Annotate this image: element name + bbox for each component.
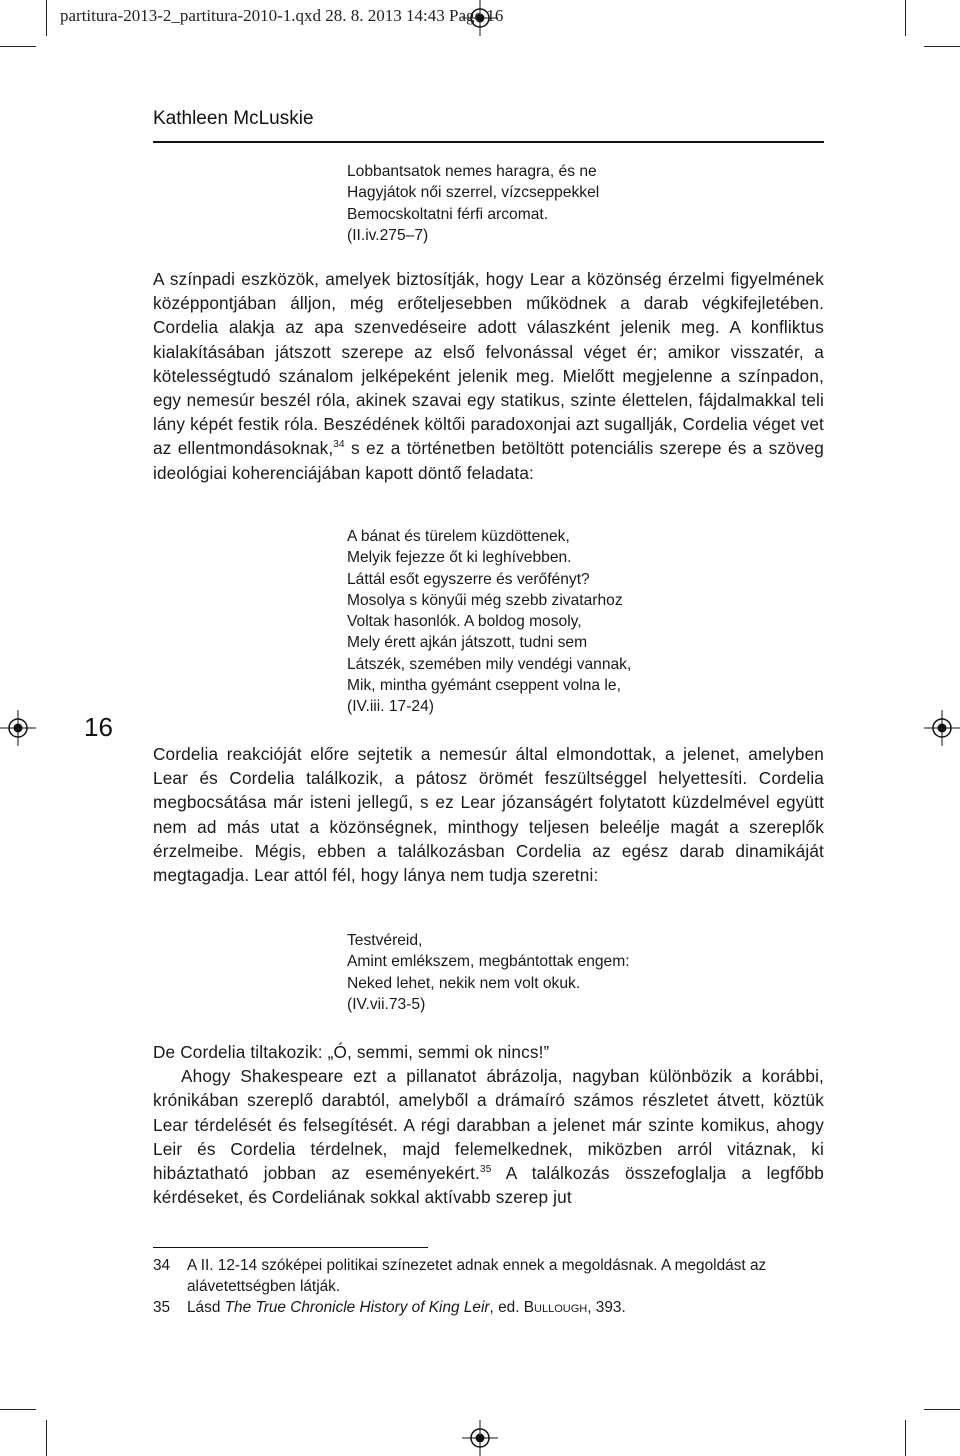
footnote-text: A II. 12-14 szóképei politikai színezetet adnak ennek a megoldásnak. A megoldást az alávetettségben látják. (187, 1257, 767, 1295)
registration-mark-icon (0, 710, 36, 746)
verse-line: Mosolya s könyűi még szebb zivatarhoz (347, 591, 623, 609)
header-divider (153, 141, 824, 143)
footnote-author: Bullough (523, 1299, 588, 1316)
footnote-ref-35[interactable]: 35 (479, 1164, 492, 1176)
crop-mark (0, 1409, 36, 1410)
verse-reference: (IV.iii. 17-24) (347, 698, 434, 716)
paragraph-text: A találkozás összefoglalja a legfőbb kérdéseket, és Cordeliának sokkal aktívabb szerep jut (153, 1163, 825, 1208)
paragraph-text: s ez a történetben betöltött potenciális szerepe és a szöveg ideológiai koherenciájában kapott döntő feladata: (153, 438, 824, 483)
verse-line: Látszék, szemében mily vendégi vannak, (347, 655, 632, 673)
paragraph-text: Ahogy Shakespeare ezt a pillanatot ábrázolja, nagyban különbözik a korábbi, krónikában szereplő darabtól, amelyből a drámaíró számos részletet átvett, köztük Lear térdelését és felsegítését. A régi darabban a jelenet már szinte komikus, ahogy Leir és Cordelia térdelnek, majd felemelkednek, miközben arról vitáznak, ki hibáztatható jobban az eseményekért. (153, 1066, 824, 1184)
verse-line: Hagyjátok női szerrel, vízcseppekkel (347, 184, 600, 202)
footnote-divider (153, 1247, 428, 1248)
footnote-35 (153, 1297, 824, 1318)
crop-mark (924, 1409, 960, 1410)
verse-reference: (IV.vii.73-5) (347, 995, 426, 1013)
crop-mark (905, 1420, 906, 1456)
verse-line: Mik, mintha gyémánt cseppent volna le, (347, 677, 621, 695)
verse-line: Amint emlékszem, megbántottak engem: (347, 953, 630, 971)
crop-mark (46, 1420, 47, 1456)
verse-quote-3 (347, 930, 630, 1015)
crop-mark (905, 0, 906, 36)
running-header: Kathleen McLuskie (153, 108, 314, 129)
footnote-title: The True Chronicle History of King Leir (224, 1299, 490, 1316)
body-paragraph-2 (153, 742, 824, 887)
verse-line: Voltak hasonlók. A boldog mosoly, (347, 613, 582, 631)
verse-quote-1 (347, 161, 599, 246)
paragraph-text: De Cordelia tiltakozik: „Ó, semmi, semmi ok nincs!” (153, 1042, 550, 1062)
registration-mark-icon (924, 710, 960, 746)
verse-line: Testvéreid, (347, 932, 423, 949)
crop-mark (0, 46, 36, 47)
verse-reference: (II.iv.275–7) (347, 226, 429, 244)
footnote-number: 35 (153, 1299, 171, 1316)
verse-line: Lobbantsatok nemes haragra, és ne (347, 163, 597, 180)
body-paragraph-3 (153, 1040, 824, 1209)
verse-line: Melyik fejezze őt ki leghívebben. (347, 549, 572, 567)
crop-mark (924, 46, 960, 47)
paragraph-text: Cordelia reakcióját előre sejtetik a nemesúr által elmondottak, a jelenet, amelyben Lear és Cordelia találkozik, a pátosz örömét feszültséggel helyettesíti. Cordelia megbocsátása már isteni jellegű, s ez Lear józanságért folytatott küzdelmével együtt nem ad más utat a közönségnek, minthogy teljesen beleélje magát a szereplők érzelmeibe. Mégis, ebben a találkozásban Cordelia az egész darab dinamikáját megtagadja. Lear attól fél, hogy lánya nem tudja szeretni: (153, 744, 824, 886)
verse-line: Neked lehet, nekik nem volt okuk. (347, 974, 581, 992)
page-number: 16 (84, 712, 113, 742)
footnote-text-part: Lásd (187, 1299, 225, 1316)
verse-line: Láttál esőt egyszerre és verőfényt? (347, 570, 590, 588)
footnotes (153, 1255, 824, 1318)
footnote-text-part: , 393. (587, 1299, 626, 1316)
footnote-ref-34[interactable]: 34 (333, 439, 345, 451)
body-paragraph-1 (153, 267, 824, 485)
registration-mark-icon (462, 1420, 498, 1456)
paragraph-text: A színpadi eszközök, amelyek biztosítják, hogy Lear a közönség érzelmi figyelmének középpontjában álljon, még erőteljesebben működnek a darab végkifejletében. Cordelia alakja az apa szenvedéseire adott válaszként jelenik meg. A konfliktus kialakításában játszott szerepe az első felvonással véget ér; amikor visszatér, a kötelességtudó szánalom jelképeként jelenik meg. Mielőtt megjelenne a színpadon, egy nemesúr beszél róla, akinek szavai egy statikus, szinte élettelen, fájdalmakkal teli lány képét festik róla. Beszédének költői paradoxonjai azt sugallják, Cordelia véget vet az ellentmondásoknak, (153, 269, 824, 459)
verse-quote-2 (347, 526, 631, 718)
footnote-number: 34 (153, 1257, 171, 1274)
verse-line: Mely érett ajkán játszott, tudni sem (347, 634, 588, 652)
crop-mark (46, 0, 47, 36)
verse-line: Bemocskoltatni férfi arcomat. (347, 205, 549, 223)
verse-line: A bánat és türelem küzdöttenek, (347, 528, 570, 545)
footnote-text-part: , ed. (489, 1299, 524, 1316)
print-slug: partitura-2013-2_partitura-2010-1.qxd 28. 8. 2013 14:43 Page 16 (60, 6, 504, 25)
footnote-text (187, 1297, 824, 1318)
footnote-34 (153, 1255, 824, 1297)
